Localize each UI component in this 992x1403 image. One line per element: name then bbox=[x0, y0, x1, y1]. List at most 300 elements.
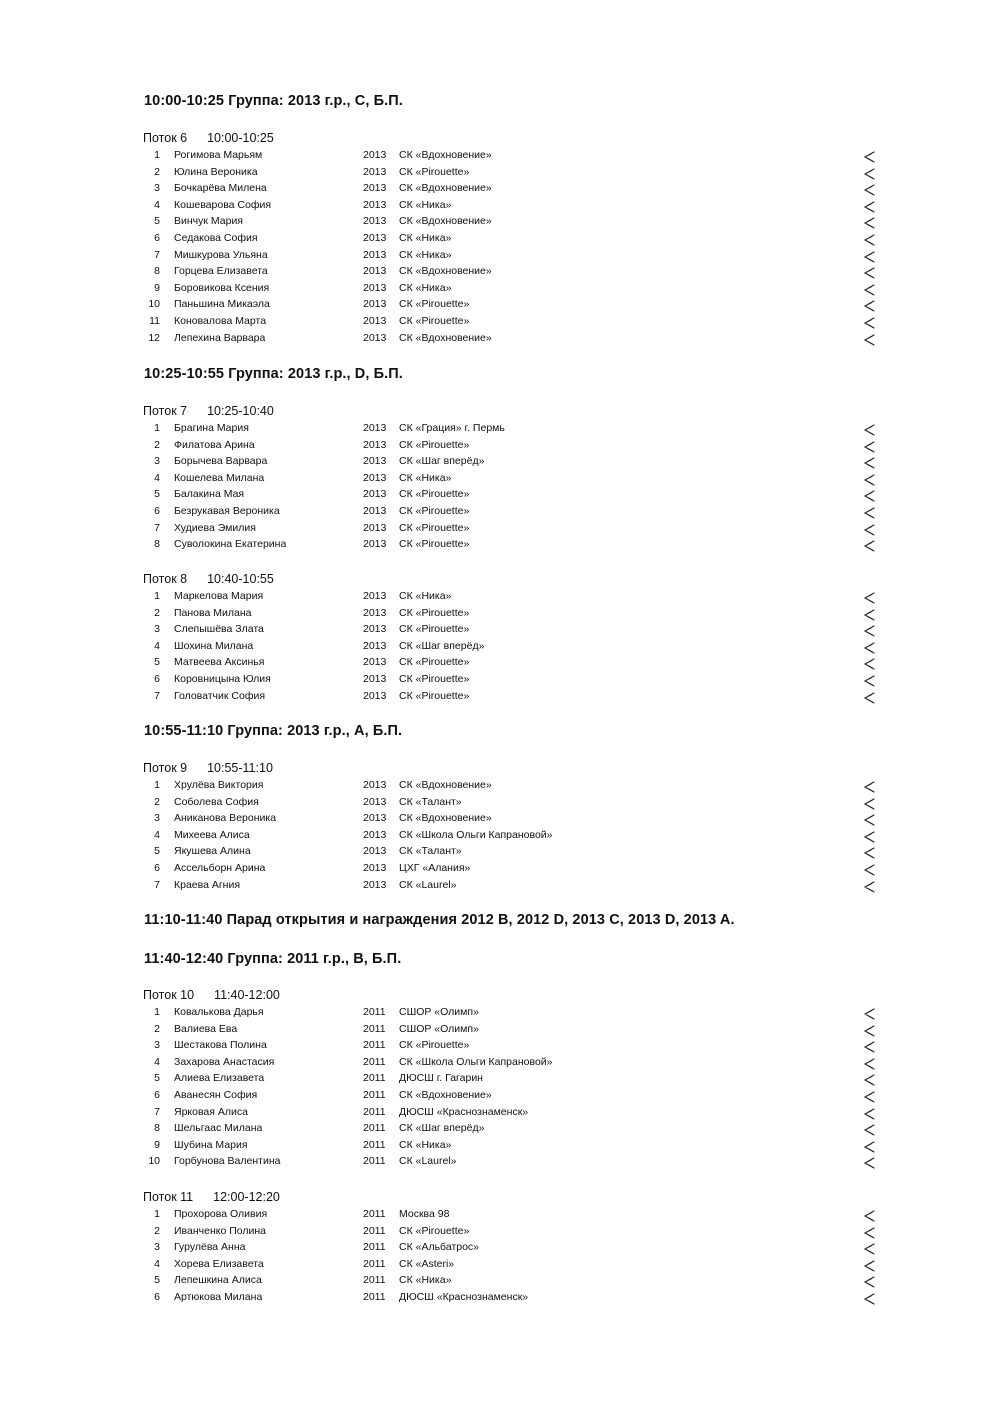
signature-mark bbox=[862, 489, 876, 503]
participant-row bbox=[0, 656, 992, 672]
participant-number: 5 bbox=[154, 488, 160, 501]
signature-mark bbox=[862, 691, 876, 705]
participant-number: 9 bbox=[154, 1138, 160, 1151]
participant-name: Захарова Анастасия bbox=[174, 1055, 275, 1068]
participant-number: 5 bbox=[154, 845, 160, 858]
participant-row bbox=[0, 623, 992, 639]
section-heading: 10:55-11:10 Группа: 2013 г.р., A, Б.П. bbox=[144, 723, 403, 739]
club-name: СК «Ника» bbox=[399, 471, 452, 484]
signature-mark bbox=[862, 1242, 876, 1256]
participant-number: 2 bbox=[154, 165, 160, 178]
birth-year: 2013 bbox=[363, 639, 387, 652]
flow-header bbox=[143, 988, 280, 1002]
participant-name: Гурулёва Анна bbox=[174, 1241, 246, 1254]
birth-year: 2011 bbox=[363, 1257, 386, 1270]
signature-mark bbox=[862, 830, 876, 844]
signature-mark bbox=[862, 1259, 876, 1273]
signature-mark bbox=[862, 674, 876, 688]
participant-row bbox=[0, 1106, 992, 1122]
participant-number: 6 bbox=[154, 862, 160, 874]
participant-number: 1 bbox=[154, 422, 160, 434]
flow-label: Поток 7 bbox=[143, 404, 188, 418]
signature-mark bbox=[862, 797, 876, 811]
club-name: Москва 98 bbox=[399, 1208, 450, 1220]
birth-year: 2013 bbox=[363, 471, 387, 484]
club-name: СК «Pirouette» bbox=[399, 689, 470, 702]
signature-mark bbox=[862, 506, 876, 520]
participant-row bbox=[0, 1274, 992, 1290]
participant-number: 8 bbox=[154, 265, 160, 278]
participant-name: Кошеварова София bbox=[174, 198, 272, 211]
signature-mark bbox=[862, 250, 876, 264]
birth-year: 2011 bbox=[363, 1055, 386, 1068]
birth-year: 2013 bbox=[363, 248, 387, 261]
participant-row bbox=[0, 590, 992, 606]
signature-mark bbox=[862, 813, 876, 827]
participant-name: Прохорова Оливия bbox=[174, 1208, 268, 1220]
participant-row bbox=[0, 796, 992, 812]
participant-row bbox=[0, 505, 992, 521]
club-name: СК «Pirouette» bbox=[399, 623, 470, 636]
birth-year: 2013 bbox=[363, 298, 387, 311]
participant-row bbox=[0, 249, 992, 265]
participant-number: 3 bbox=[154, 1039, 160, 1052]
signature-mark bbox=[862, 1107, 876, 1121]
participant-number: 3 bbox=[154, 455, 160, 468]
signature-mark bbox=[862, 183, 876, 197]
participant-row bbox=[0, 845, 992, 861]
participant-row bbox=[0, 1225, 992, 1241]
club-name: СК «Ника» bbox=[399, 590, 452, 602]
signature-mark bbox=[862, 1040, 876, 1054]
flow-label: Поток 6 bbox=[143, 131, 188, 145]
club-name: СК «Pirouette» bbox=[399, 656, 470, 669]
club-name: СК «Вдохновение» bbox=[399, 149, 492, 161]
participant-name: Слепышёва Злата bbox=[174, 623, 264, 636]
birth-year: 2013 bbox=[363, 606, 387, 619]
participant-number: 9 bbox=[154, 281, 160, 294]
signature-mark bbox=[862, 1292, 876, 1306]
participant-name: Худиева Эмилия bbox=[174, 521, 256, 534]
participant-name: Алиева Елизавета bbox=[174, 1072, 265, 1085]
participant-row bbox=[0, 1155, 992, 1171]
participant-row bbox=[0, 282, 992, 298]
birth-year: 2013 bbox=[363, 590, 387, 602]
signature-mark bbox=[862, 539, 876, 553]
club-name: СК «Pirouette» bbox=[399, 438, 470, 451]
participant-name: Панова Милана bbox=[174, 606, 252, 619]
participant-name: Маркелова Мария bbox=[174, 590, 264, 602]
participant-row bbox=[0, 472, 992, 488]
flow-time: 10:00-10:25 bbox=[207, 131, 274, 145]
participant-number: 3 bbox=[154, 182, 160, 195]
participant-row bbox=[0, 166, 992, 182]
participant-number: 7 bbox=[154, 689, 160, 702]
signature-mark bbox=[862, 1140, 876, 1154]
participant-name: Безрукавая Вероника bbox=[174, 505, 280, 517]
signature-mark bbox=[862, 624, 876, 638]
participant-row bbox=[0, 1072, 992, 1088]
participant-number: 12 bbox=[148, 331, 160, 344]
participant-number: 7 bbox=[154, 878, 160, 891]
club-name: СК «Вдохновение» bbox=[399, 779, 492, 791]
signature-mark bbox=[862, 1090, 876, 1104]
signature-mark bbox=[862, 1123, 876, 1137]
participant-name: Ковалькова Дарья bbox=[174, 1006, 264, 1018]
participant-number: 1 bbox=[154, 779, 160, 791]
participant-row bbox=[0, 1122, 992, 1138]
participant-number: 2 bbox=[154, 1022, 160, 1035]
signature-mark bbox=[862, 608, 876, 622]
signature-mark bbox=[862, 150, 876, 164]
participant-name: Паньшина Микаэла bbox=[174, 298, 270, 311]
signature-mark bbox=[862, 1073, 876, 1087]
flow-time: 10:25-10:40 bbox=[207, 404, 274, 418]
section-heading: 11:10-11:40 Парад открытия и награждения 2012 B, 2012 D, 2013 C, 2013 D, 2013 A. bbox=[144, 912, 735, 928]
participant-name: Боровикова Ксения bbox=[174, 281, 270, 294]
participant-name: Юлина Вероника bbox=[174, 165, 258, 178]
participant-number: 6 bbox=[154, 505, 160, 517]
participant-number: 7 bbox=[154, 1105, 160, 1118]
participant-name: Шохина Милана bbox=[174, 639, 254, 652]
participant-row bbox=[0, 812, 992, 828]
participant-number: 11 bbox=[149, 315, 160, 327]
participant-number: 2 bbox=[154, 606, 160, 619]
birth-year: 2013 bbox=[363, 828, 387, 841]
birth-year: 2013 bbox=[363, 182, 387, 195]
participant-number: 2 bbox=[154, 438, 160, 451]
club-name: СК «Ника» bbox=[399, 232, 452, 244]
birth-year: 2013 bbox=[363, 488, 387, 501]
participant-number: 6 bbox=[154, 1089, 160, 1101]
participant-row bbox=[0, 522, 992, 538]
signature-mark bbox=[862, 780, 876, 794]
birth-year: 2011 bbox=[363, 1072, 386, 1085]
signature-mark bbox=[862, 440, 876, 454]
participant-number: 6 bbox=[154, 232, 160, 244]
participant-row bbox=[0, 215, 992, 231]
participant-name: Брагина Мария bbox=[174, 422, 249, 434]
flow-label: Поток 9 bbox=[143, 761, 188, 775]
birth-year: 2013 bbox=[363, 795, 387, 808]
participant-row bbox=[0, 690, 992, 706]
club-name: СК «Pirouette» bbox=[399, 521, 470, 534]
signature-mark bbox=[862, 863, 876, 877]
birth-year: 2013 bbox=[363, 281, 387, 294]
club-name: СК «Pirouette» bbox=[399, 1224, 470, 1237]
club-name: СК «Pirouette» bbox=[399, 488, 470, 501]
club-name: СК «Pirouette» bbox=[399, 673, 470, 685]
club-name: СК «Ника» bbox=[399, 1274, 452, 1287]
club-name: СК «Ника» bbox=[399, 248, 452, 261]
participant-number: 4 bbox=[154, 198, 160, 211]
signature-mark bbox=[862, 216, 876, 230]
birth-year: 2013 bbox=[363, 779, 387, 791]
birth-year: 2013 bbox=[363, 331, 387, 344]
club-name: СК «Вдохновение» bbox=[399, 331, 492, 344]
participant-row bbox=[0, 779, 992, 795]
participant-number: 10 bbox=[148, 1155, 160, 1168]
participant-row bbox=[0, 439, 992, 455]
signature-mark bbox=[862, 1007, 876, 1021]
signature-mark bbox=[862, 1209, 876, 1223]
birth-year: 2011 bbox=[363, 1039, 386, 1052]
participant-name: Бочкарёва Милена bbox=[174, 182, 267, 195]
participant-number: 8 bbox=[154, 1122, 160, 1135]
club-name: СК «Pirouette» bbox=[399, 315, 470, 327]
club-name: СК «Школа Ольги Капрановой» bbox=[399, 1055, 553, 1068]
birth-year: 2011 bbox=[363, 1138, 386, 1151]
participant-name: Матвеева Аксинья bbox=[174, 656, 265, 669]
participant-row bbox=[0, 1241, 992, 1257]
participant-name: Шестакова Полина bbox=[174, 1039, 267, 1052]
birth-year: 2013 bbox=[363, 845, 387, 858]
participant-row bbox=[0, 673, 992, 689]
participant-name: Аниканова Вероника bbox=[174, 812, 277, 825]
participant-number: 4 bbox=[154, 471, 160, 484]
participant-row bbox=[0, 1139, 992, 1155]
birth-year: 2011 bbox=[363, 1274, 386, 1287]
participant-row bbox=[0, 199, 992, 215]
signature-mark bbox=[862, 473, 876, 487]
club-name: СК «Талант» bbox=[399, 795, 462, 808]
participant-name: Мишкурова Ульяна bbox=[174, 248, 268, 261]
participant-row bbox=[0, 862, 992, 878]
signature-mark bbox=[862, 423, 876, 437]
participant-number: 6 bbox=[154, 1291, 160, 1303]
participant-name: Филатова Арина bbox=[174, 438, 255, 451]
participant-row bbox=[0, 1023, 992, 1039]
participant-name: Рогимова Марьям bbox=[174, 149, 263, 161]
signature-mark bbox=[862, 1226, 876, 1240]
participant-row bbox=[0, 1056, 992, 1072]
participant-number: 4 bbox=[154, 1055, 160, 1068]
birth-year: 2011 bbox=[363, 1155, 386, 1168]
participant-number: 6 bbox=[154, 673, 160, 685]
club-name: СК «Шаг вперёд» bbox=[399, 639, 485, 652]
section-heading: 10:00-10:25 Группа: 2013 г.р., C, Б.П. bbox=[144, 93, 403, 109]
participant-row bbox=[0, 149, 992, 165]
club-name: СК «Шаг вперёд» bbox=[399, 455, 485, 468]
birth-year: 2013 bbox=[363, 812, 387, 825]
participant-row bbox=[0, 640, 992, 656]
participant-name: Ассельборн Арина bbox=[174, 862, 266, 874]
participant-name: Хорева Елизавета bbox=[174, 1257, 264, 1270]
birth-year: 2013 bbox=[363, 422, 387, 434]
participant-name: Иванченко Полина bbox=[174, 1224, 267, 1237]
participant-number: 5 bbox=[154, 1072, 160, 1085]
section-heading: 10:25-10:55 Группа: 2013 г.р., D, Б.П. bbox=[144, 366, 403, 382]
participant-row bbox=[0, 538, 992, 554]
birth-year: 2011 bbox=[363, 1208, 386, 1220]
club-name: СК «Шаг вперёд» bbox=[399, 1122, 485, 1135]
participant-row bbox=[0, 455, 992, 471]
participant-row bbox=[0, 315, 992, 331]
participant-name: Головатчик София bbox=[174, 689, 266, 702]
birth-year: 2011 bbox=[363, 1006, 386, 1018]
participant-row bbox=[0, 1258, 992, 1274]
participant-row bbox=[0, 422, 992, 438]
flow-label: Поток 10 bbox=[143, 988, 195, 1002]
participant-name: Шельгаас Милана bbox=[174, 1122, 263, 1135]
flow-label: Поток 11 bbox=[143, 1190, 194, 1204]
flow-header bbox=[143, 404, 274, 418]
club-name: СК «Вдохновение» bbox=[399, 1089, 492, 1101]
birth-year: 2013 bbox=[363, 165, 387, 178]
participant-name: Балакина Мая bbox=[174, 488, 245, 501]
participant-name: Лепехина Варвара bbox=[174, 331, 266, 344]
participant-number: 1 bbox=[154, 149, 160, 161]
signature-mark bbox=[862, 333, 876, 347]
participant-name: Лепешкина Алиса bbox=[174, 1274, 262, 1287]
participant-name: Ярковая Алиса bbox=[174, 1105, 248, 1118]
birth-year: 2011 bbox=[363, 1224, 386, 1237]
participant-number: 3 bbox=[154, 812, 160, 825]
participant-number: 4 bbox=[154, 1257, 160, 1270]
birth-year: 2013 bbox=[363, 689, 387, 702]
birth-year: 2013 bbox=[363, 232, 387, 244]
participant-row bbox=[0, 332, 992, 348]
participant-number: 4 bbox=[154, 828, 160, 841]
birth-year: 2011 bbox=[363, 1022, 386, 1035]
participant-name: Седакова София bbox=[174, 232, 258, 244]
signature-mark bbox=[862, 880, 876, 894]
club-name: СК «Альбатрос» bbox=[399, 1241, 480, 1254]
signature-mark bbox=[862, 316, 876, 330]
participant-name: Коновалова Марта bbox=[174, 315, 267, 327]
club-name: СК «Вдохновение» bbox=[399, 215, 492, 228]
signature-mark bbox=[862, 167, 876, 181]
birth-year: 2013 bbox=[363, 656, 387, 669]
participant-row bbox=[0, 1208, 992, 1224]
participant-row bbox=[0, 265, 992, 281]
birth-year: 2013 bbox=[363, 198, 387, 211]
birth-year: 2013 bbox=[363, 438, 387, 451]
club-name: СК «Laurel» bbox=[399, 878, 457, 891]
participant-name: Кошелева Милана bbox=[174, 471, 265, 484]
participant-row bbox=[0, 1291, 992, 1307]
signature-mark bbox=[862, 591, 876, 605]
participant-name: Шубина Мария bbox=[174, 1138, 248, 1151]
participant-row bbox=[0, 232, 992, 248]
club-name: СК «Pirouette» bbox=[399, 165, 470, 178]
signature-mark bbox=[862, 1156, 876, 1170]
birth-year: 2011 bbox=[363, 1241, 386, 1254]
birth-year: 2013 bbox=[363, 862, 387, 874]
flow-time: 10:40-10:55 bbox=[207, 572, 274, 586]
club-name: СК «Ника» bbox=[399, 281, 452, 294]
club-name: СК «Вдохновение» bbox=[399, 182, 492, 195]
participant-number: 5 bbox=[154, 215, 160, 228]
participant-name: Горбунова Валентина bbox=[174, 1155, 281, 1168]
participant-number: 2 bbox=[154, 1224, 160, 1237]
club-name: ДЮСШ «Краснознаменск» bbox=[399, 1105, 529, 1118]
signature-mark bbox=[862, 1057, 876, 1071]
club-name: ДЮСШ г. Гагарин bbox=[399, 1072, 483, 1085]
club-name: ДЮСШ «Краснознаменск» bbox=[399, 1291, 529, 1303]
participant-number: 1 bbox=[154, 590, 160, 602]
club-name: СК «Pirouette» bbox=[399, 538, 470, 551]
club-name: СК «Вдохновение» bbox=[399, 812, 492, 825]
participant-name: Борычева Варвара bbox=[174, 455, 268, 468]
club-name: СК «Талант» bbox=[399, 845, 462, 858]
participant-name: Винчук Мария bbox=[174, 215, 243, 228]
participant-name: Артюкова Милана bbox=[174, 1291, 263, 1303]
signature-mark bbox=[862, 1024, 876, 1038]
participant-name: Михеева Алиса bbox=[174, 828, 250, 841]
participant-name: Якушева Алина bbox=[174, 845, 251, 858]
participant-number: 4 bbox=[154, 639, 160, 652]
club-name: СК «Школа Ольги Капрановой» bbox=[399, 828, 553, 841]
birth-year: 2013 bbox=[363, 521, 387, 534]
flow-header bbox=[143, 761, 273, 775]
participant-name: Аванесян София bbox=[174, 1089, 258, 1101]
club-name: СК «Вдохновение» bbox=[399, 265, 492, 278]
flow-time: 11:40-12:00 bbox=[214, 988, 280, 1002]
birth-year: 2013 bbox=[363, 265, 387, 278]
club-name: СК «Грация» г. Пермь bbox=[399, 422, 505, 434]
flow-label: Поток 8 bbox=[143, 572, 188, 586]
participant-name: Валиева Ева bbox=[174, 1022, 238, 1035]
participant-number: 10 bbox=[148, 298, 160, 311]
participant-row bbox=[0, 829, 992, 845]
birth-year: 2013 bbox=[363, 538, 387, 551]
birth-year: 2013 bbox=[363, 455, 387, 468]
participant-name: Соболева София bbox=[174, 795, 259, 808]
birth-year: 2011 bbox=[363, 1122, 386, 1135]
club-name: СШОР «Олимп» bbox=[399, 1022, 479, 1035]
signature-mark bbox=[862, 456, 876, 470]
participant-number: 3 bbox=[154, 623, 160, 636]
participant-row bbox=[0, 607, 992, 623]
signature-mark bbox=[862, 283, 876, 297]
participant-number: 1 bbox=[154, 1006, 160, 1018]
flow-header bbox=[143, 1190, 280, 1204]
club-name: СК «Ника» bbox=[399, 198, 452, 211]
club-name: СК «Pirouette» bbox=[399, 1039, 470, 1052]
participant-row bbox=[0, 488, 992, 504]
participant-name: Коровницына Юлия bbox=[174, 673, 271, 685]
club-name: ЦХГ «Алания» bbox=[399, 862, 471, 874]
birth-year: 2013 bbox=[363, 149, 387, 161]
participant-number: 5 bbox=[154, 656, 160, 669]
birth-year: 2013 bbox=[363, 315, 387, 327]
birth-year: 2011 bbox=[363, 1089, 386, 1101]
birth-year: 2013 bbox=[363, 505, 387, 517]
signature-mark bbox=[862, 641, 876, 655]
participant-name: Краева Агния bbox=[174, 878, 241, 891]
club-name: СК «Pirouette» bbox=[399, 606, 470, 619]
birth-year: 2011 bbox=[363, 1291, 386, 1303]
participant-number: 7 bbox=[154, 521, 160, 534]
signature-mark bbox=[862, 657, 876, 671]
signature-mark bbox=[862, 299, 876, 313]
birth-year: 2013 bbox=[363, 623, 387, 636]
participant-row bbox=[0, 182, 992, 198]
participant-number: 2 bbox=[154, 795, 160, 808]
signature-mark bbox=[862, 266, 876, 280]
participant-row bbox=[0, 1089, 992, 1105]
signature-mark bbox=[862, 1275, 876, 1289]
participant-name: Суволокина Екатерина bbox=[174, 538, 287, 551]
birth-year: 2013 bbox=[363, 673, 387, 685]
club-name: СШОР «Олимп» bbox=[399, 1006, 479, 1018]
birth-year: 2013 bbox=[363, 878, 387, 891]
participant-name: Хрулёва Виктория bbox=[174, 779, 264, 791]
participant-row bbox=[0, 879, 992, 895]
participant-row bbox=[0, 1006, 992, 1022]
club-name: СК «Pirouette» bbox=[399, 298, 470, 311]
